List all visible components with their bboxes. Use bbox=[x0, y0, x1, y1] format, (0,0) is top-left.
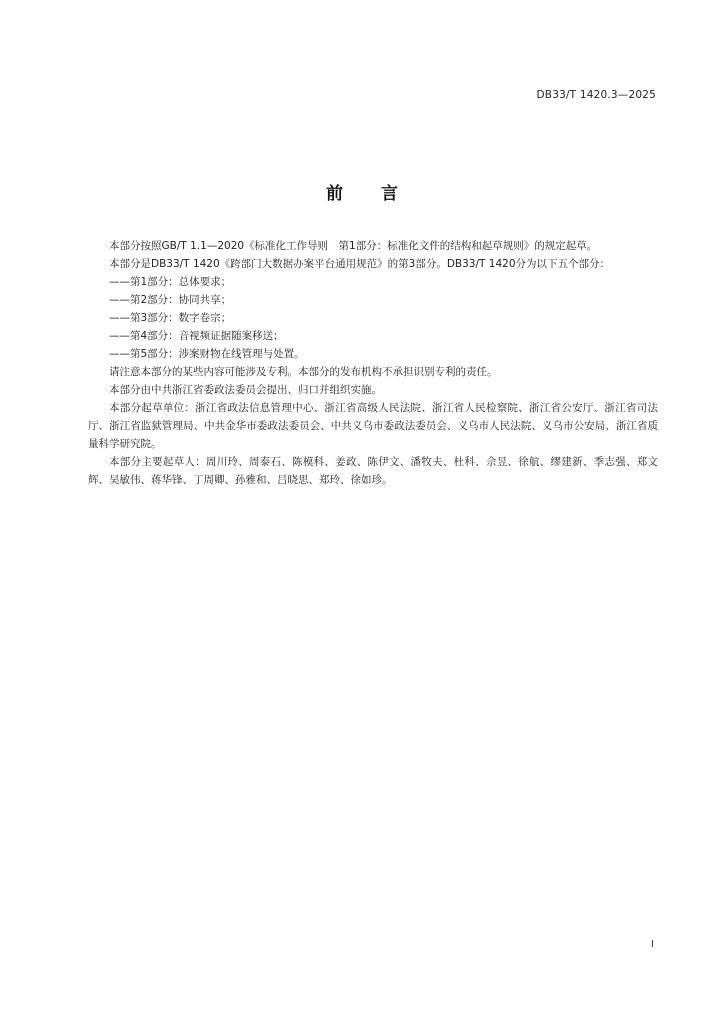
part-list-item-1: ——第1部分：总体要求； bbox=[109, 276, 232, 288]
part-list-item-2: ——第2部分：协同共享； bbox=[109, 294, 232, 306]
drafting-units-paragraph: 本部分起草单位：浙江省政法信息管理中心、浙江省高级人民法院、浙江省人民检察院、浙江省公安厅、浙江省司法厅、浙江省监狱管理局、中共金华市委政法委员会、中共义乌市委政法委员会、义乌市人民法院、义乌市公安局、浙江省质量科学研究院。 bbox=[88, 402, 658, 450]
page-title: 前言 bbox=[326, 184, 436, 204]
part-list-item-3: ——第3部分：数字卷宗； bbox=[109, 312, 232, 324]
intro-paragraph-series: 本部分是DB33/T 1420《跨部门大数据办案平台通用规范》的第3部分。DB33/T 1420分为以下五个部分： bbox=[109, 258, 610, 270]
part-list-item-5: ——第5部分：涉案财物在线管理与处置。 bbox=[109, 348, 305, 360]
proposer-paragraph: 本部分由中共浙江省委政法委员会提出、归口并组织实施。 bbox=[109, 384, 382, 396]
intro-paragraph-drafting-rules: 本部分按照GB/T 1.1—2020《标准化工作导则 第1部分：标准化文件的结构和起草规则》的规定起草。 bbox=[109, 240, 598, 252]
patent-notice-paragraph: 请注意本部分的某些内容可能涉及专利。本部分的发布机构不承担识别专利的责任。 bbox=[109, 366, 498, 378]
foreword-body bbox=[88, 237, 658, 489]
part-list-item-4: ——第4部分：音视频证据随案移送； bbox=[109, 330, 284, 342]
page-number: I bbox=[651, 939, 654, 950]
standard-number: DB33/T 1420.3—2025 bbox=[536, 89, 656, 101]
drafters-paragraph: 本部分主要起草人：周川玲、周泰石、陈模科、姜政、陈伊文、潘牧夫、杜科、佘昱、徐航、缪建新、季志强、郑文辉、吴敏伟、蒋华锋、丁周卿、孙雅和、吕晓思、郑玲、徐如珍。 bbox=[88, 456, 658, 486]
